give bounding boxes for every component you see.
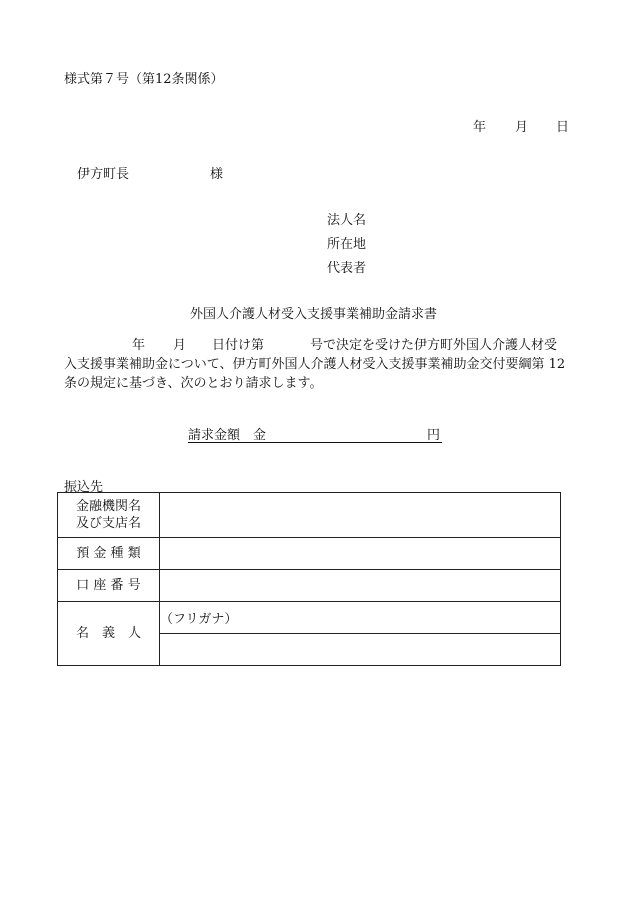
request-amount bbox=[188, 424, 442, 443]
bank-row-holder-furigana bbox=[58, 602, 561, 634]
date-month: 月 bbox=[515, 120, 529, 135]
bank-row-deposit-type bbox=[58, 538, 561, 570]
bank-section-label: 振込先 bbox=[64, 480, 104, 495]
institution-value[interactable] bbox=[160, 493, 561, 538]
body-dated-no: 日付け第 bbox=[212, 338, 265, 353]
amount-label: 請求金額 金 bbox=[188, 428, 267, 443]
body-paragraph bbox=[64, 336, 572, 393]
deposit-type-header: 預 金 種 類 bbox=[58, 538, 160, 570]
account-number-header: 口 座 番 号 bbox=[58, 570, 160, 602]
body-rest-line1: 号で決定を受けた伊方町外国人介護人材受 bbox=[310, 338, 558, 353]
applicant-corp-name: 法人名 bbox=[327, 213, 367, 228]
institution-header bbox=[58, 493, 160, 538]
institution-line2: 及び支店名 bbox=[75, 516, 141, 531]
doc-title: 外国人介護人材受入支援事業補助金請求書 bbox=[190, 307, 438, 322]
body-line3: 条の規定に基づき、次のとおり請求します。 bbox=[64, 376, 323, 391]
body-year: 年 bbox=[132, 338, 146, 353]
date-year: 年 bbox=[473, 120, 487, 135]
addressee-honorific: 様 bbox=[210, 167, 224, 182]
bank-table bbox=[57, 492, 561, 666]
amount-unit: 円 bbox=[426, 428, 440, 443]
body-month: 月 bbox=[173, 338, 187, 353]
holder-header: 名 義 人 bbox=[58, 602, 160, 666]
holder-furigana[interactable]: （フリガナ） bbox=[160, 602, 561, 634]
applicant-address: 所在地 bbox=[327, 237, 367, 252]
institution-line1: 金融機関名 bbox=[75, 499, 141, 514]
addressee-title: 伊方町長 bbox=[77, 167, 130, 182]
bank-row-institution bbox=[58, 493, 561, 538]
account-number-value[interactable] bbox=[160, 570, 561, 602]
bank-row-account-number bbox=[58, 570, 561, 602]
applicant-representative: 代表者 bbox=[327, 261, 367, 276]
body-line2: 入支援事業補助金について、伊方町外国人介護人材受入支援事業補助金交付要綱第 12 bbox=[64, 357, 566, 372]
form-number: 様式第７号（第12条関係） bbox=[64, 72, 224, 87]
date-day: 日 bbox=[556, 120, 570, 135]
deposit-type-value[interactable] bbox=[160, 538, 561, 570]
holder-name-value[interactable] bbox=[160, 634, 561, 666]
